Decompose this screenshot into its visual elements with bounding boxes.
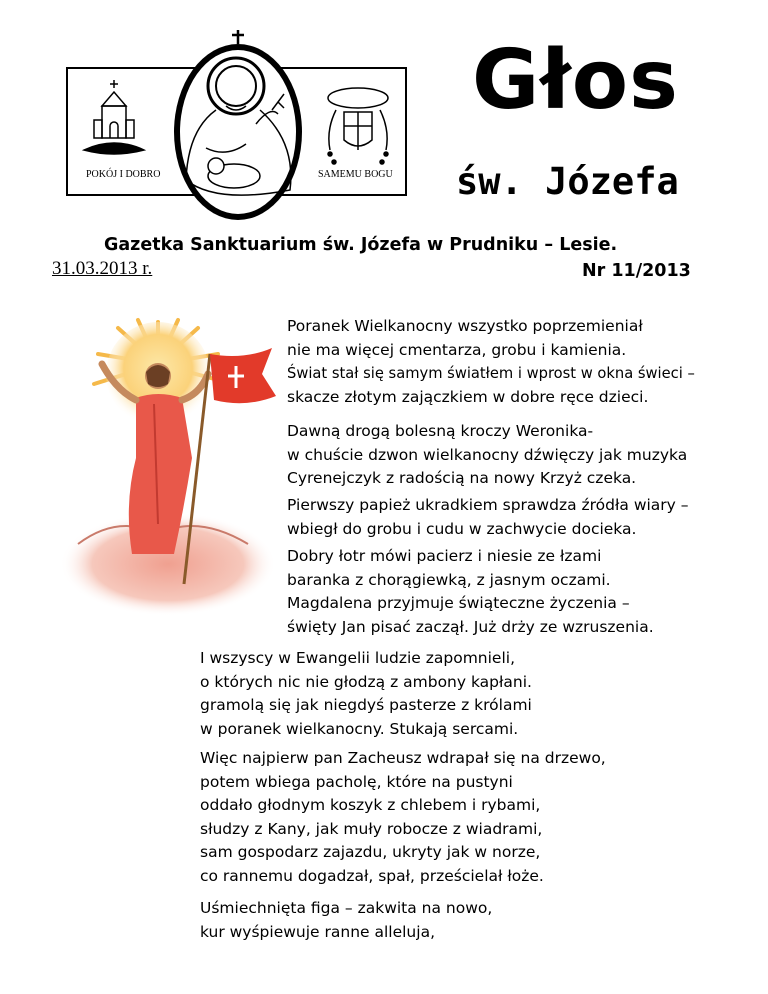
- poem-stanza-1: [287, 315, 695, 409]
- poem-line: nie ma więcej cmentarza, grobu i kamienia.: [287, 340, 627, 359]
- poem-stanza-2: [287, 420, 687, 491]
- poem-line: baranka z chorągiewką, z jasnym oczami.: [287, 570, 611, 589]
- newsletter-subtitle: Gazetka Sanktuarium św. Józefa w Prudniku – Lesie.: [104, 235, 618, 255]
- poem-line: Więc najpierw pan Zacheusz wdrapał się na drzewo,: [200, 749, 606, 767]
- poem-line: w chuście dzwon wielkanocny dźwięczy jak muzyka: [287, 445, 688, 464]
- poem-line: skacze złotym zajączkiem w dobre ręce dzieci.: [287, 387, 649, 406]
- sanctuary-logo: [66, 28, 407, 222]
- poem-line: I wszyscy w Ewangelii ludzie zapomnieli,: [200, 649, 516, 667]
- newsletter-title: Głos: [472, 33, 679, 128]
- coat-of-arms-icon: [328, 88, 388, 164]
- issue-number: Nr 11/2013: [582, 261, 691, 281]
- poem-stanza-3: [287, 494, 689, 541]
- poem-line: co rannemu dogadzał, spał, prześcielał łoże.: [200, 866, 544, 885]
- poem-stanza-4: [287, 545, 654, 639]
- poem-line: Świat stał się samym światłem i wprost w okna świeci –: [287, 365, 695, 382]
- church-icon: [84, 80, 144, 154]
- logo-caption-left: POKÓJ I DOBRO: [86, 169, 161, 180]
- poem-line: Dobry łotr mówi pacierz i niesie ze łzami: [287, 547, 602, 565]
- poem-line: Dawną drogą bolesną kroczy Weronika-: [287, 422, 594, 440]
- poem-line: Cyrenejczyk z radością na nowy Krzyż czeka.: [287, 469, 637, 487]
- poem-line: słudzy z Kany, jak muły robocze z wiadrami,: [200, 819, 543, 838]
- poem-line: sam gospodarz zajazdu, ukryty jak w norze,: [200, 843, 541, 861]
- poem-line: o których nic nie głodzą z ambony kapłani.: [200, 672, 532, 691]
- poem-line: wbiegł do grobu i cudu w zachwycie docieka.: [287, 519, 637, 538]
- logo-caption-right: SAMEMU BOGU: [318, 169, 393, 180]
- poem-line: potem wbiega pacholę, które na pustyni: [200, 772, 513, 791]
- poem-line: Pierwszy papież ukradkiem sprawdza źródła wiary –: [287, 496, 689, 514]
- poem-stanza-7: [200, 897, 492, 944]
- poem-line: Magdalena przyjmuje świąteczne życzenia –: [287, 594, 630, 612]
- risen-christ-illustration: [58, 314, 276, 616]
- poem-line: oddało głodnym koszyk z chlebem i rybami,: [200, 796, 541, 814]
- poem-stanza-5: [200, 647, 532, 741]
- poem-line: gramolą się jak niegdyś pasterze z królami: [200, 696, 532, 714]
- poem-line: Uśmiechnięta figa – zakwita na nowo,: [200, 899, 493, 917]
- issue-date: 31.03.2013 r.: [52, 258, 153, 279]
- poem-line: w poranek wielkanocny. Stukają sercami.: [200, 719, 519, 738]
- newsletter-title-sub: św. Józefa: [456, 160, 679, 203]
- poem-line: kur wyśpiewuje ranne alleluja,: [200, 922, 435, 941]
- poem-line: święty Jan pisać zaczął. Już drży ze wzruszenia.: [287, 617, 654, 636]
- poem-line: Poranek Wielkanocny wszystko poprzemieniał: [287, 317, 643, 335]
- poem-stanza-6: [200, 747, 606, 888]
